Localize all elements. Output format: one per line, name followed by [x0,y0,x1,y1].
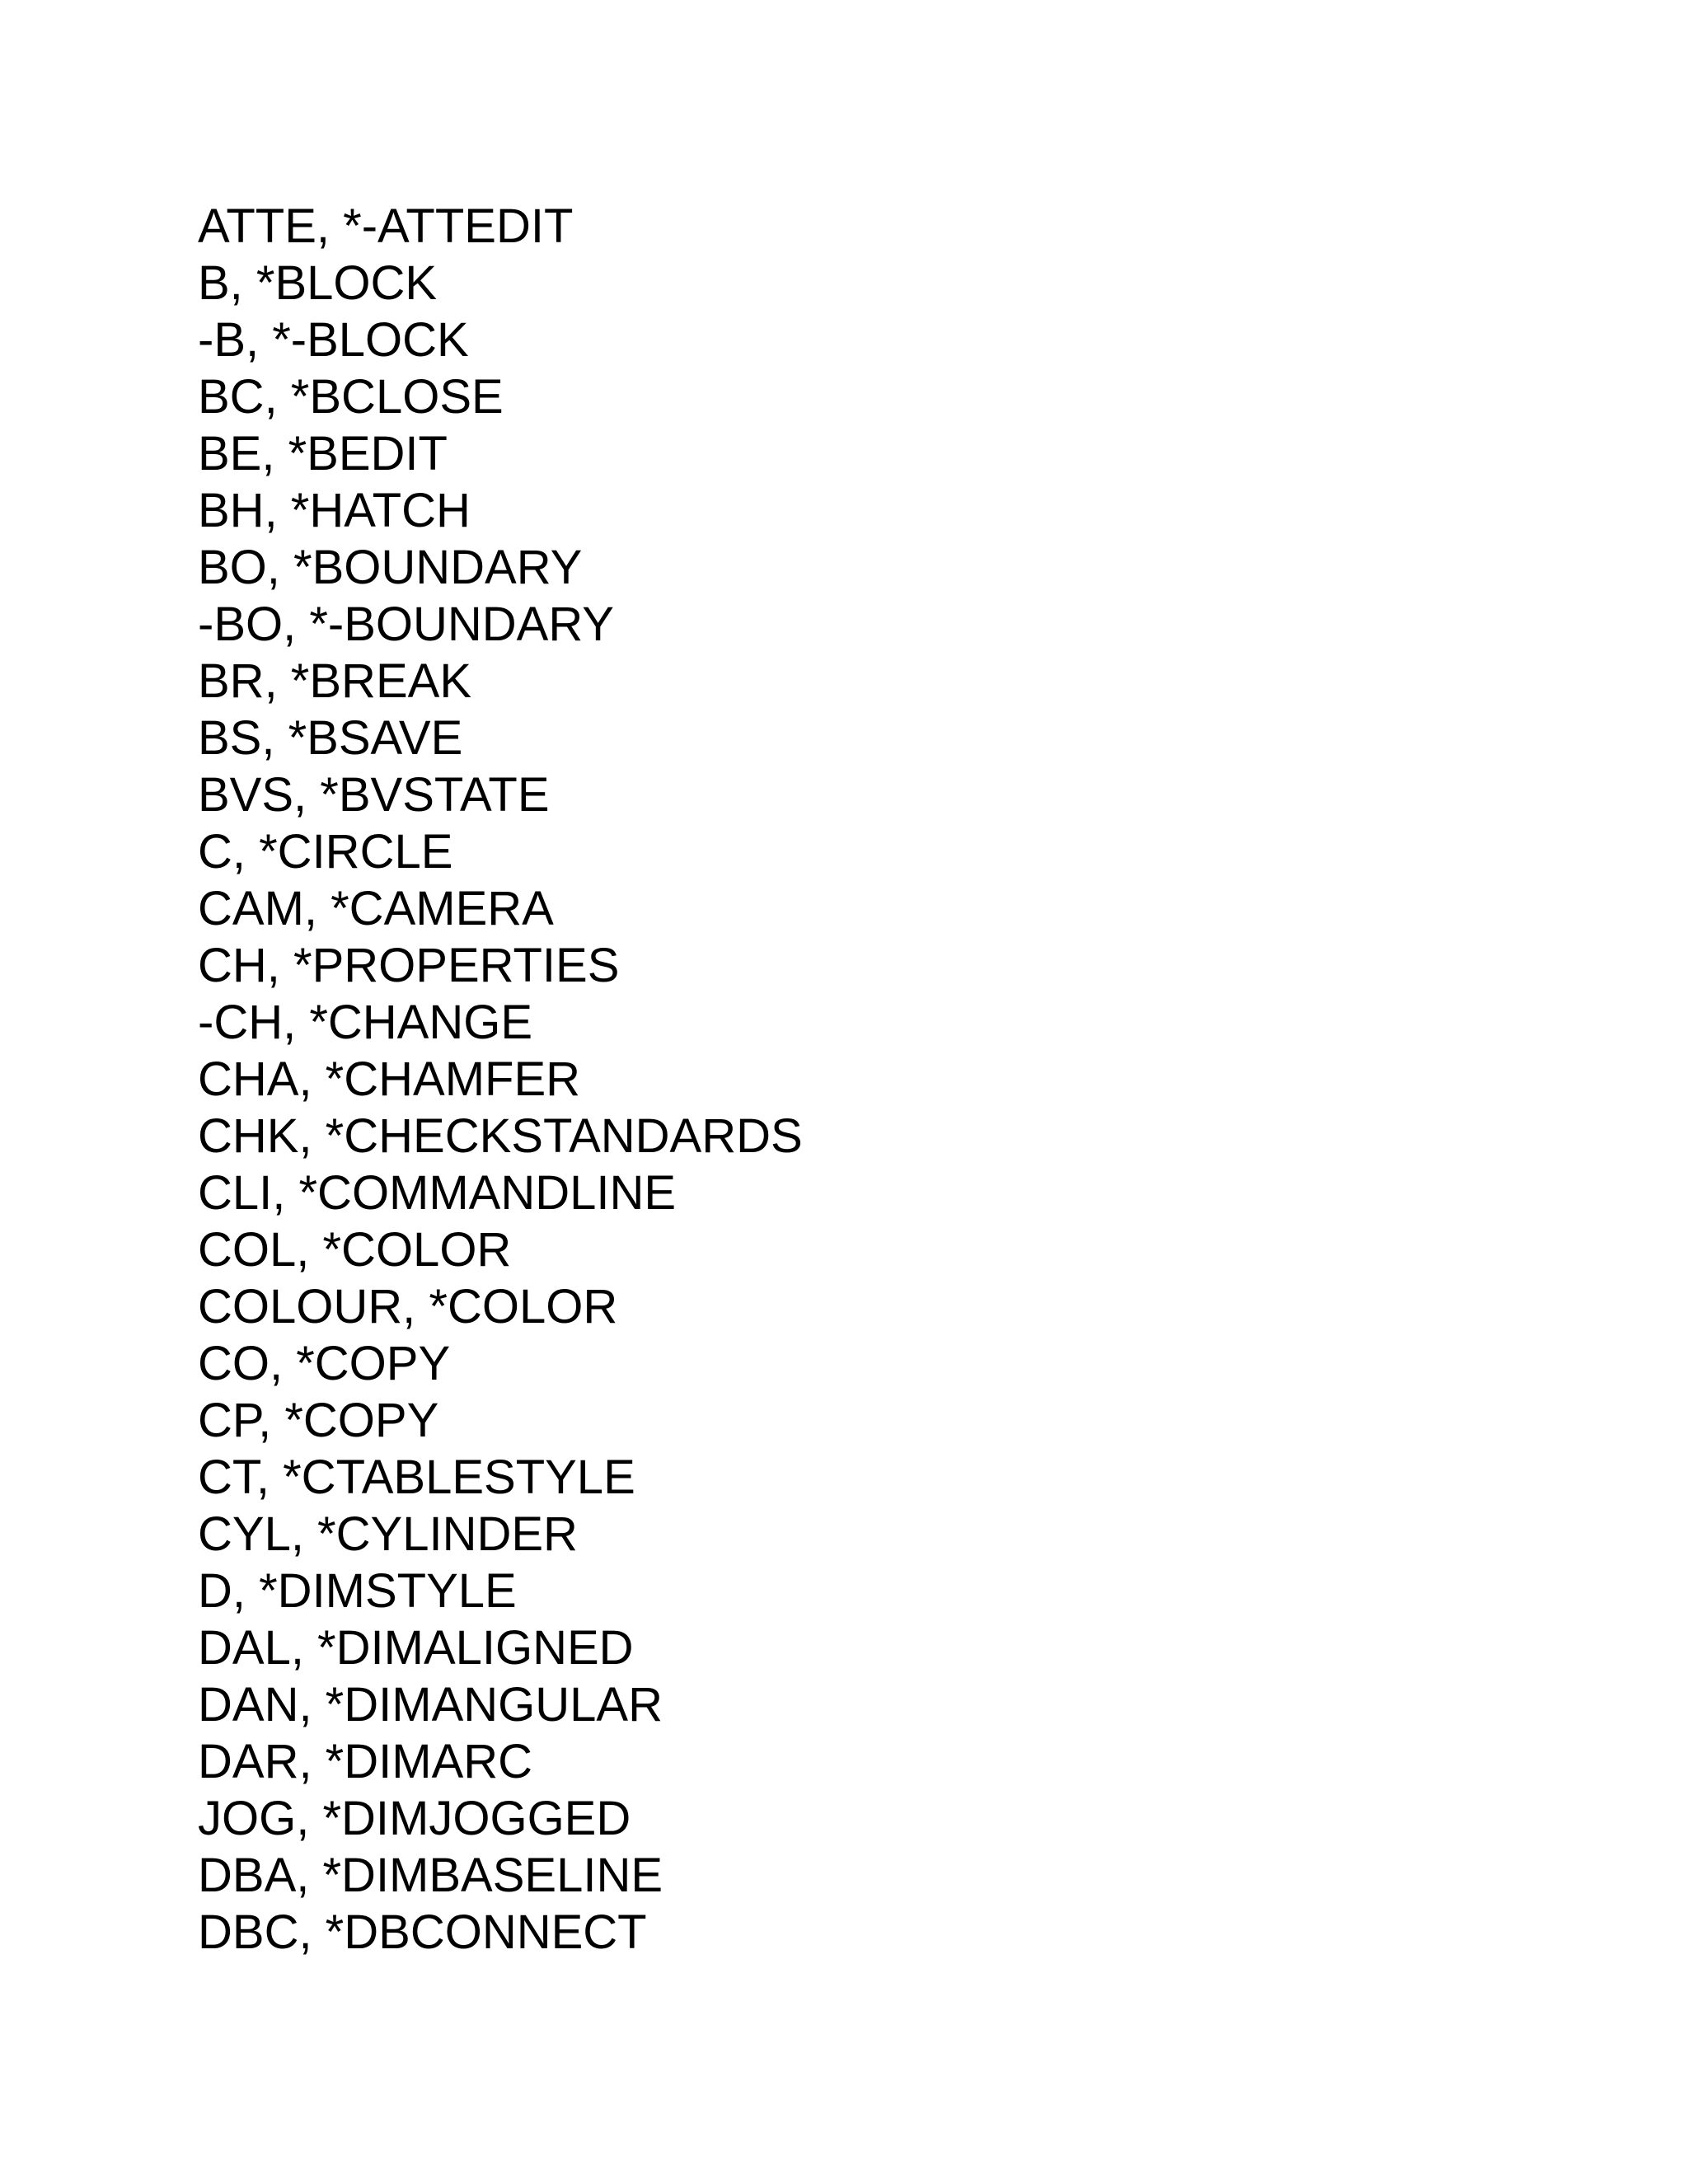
alias-line: CYL, *CYLINDER [198,1507,578,1561]
alias-line: -CH, *CHANGE [198,996,533,1049]
alias-line: COLOUR, *COLOR [198,1280,618,1333]
alias-line: D, *DIMSTYLE [198,1564,517,1618]
alias-line: BH, *HATCH [198,484,471,537]
alias-line: BO, *BOUNDARY [198,541,583,594]
alias-line: DAL, *DIMALIGNED [198,1621,634,1675]
alias-line: CAM, *CAMERA [198,882,554,935]
alias-line: BC, *BCLOSE [198,370,504,424]
alias-line: COL, *COLOR [198,1223,512,1277]
alias-line: JOG, *DIMJOGGED [198,1792,631,1845]
alias-line: -BO, *-BOUNDARY [198,598,614,651]
alias-line: CO, *COPY [198,1337,451,1390]
command-alias-list [198,198,803,1961]
alias-line: DAR, *DIMARC [198,1735,533,1788]
alias-line: -B, *-BLOCK [198,313,469,367]
alias-line: BVS, *BVSTATE [198,768,550,822]
alias-line: BS, *BSAVE [198,711,463,765]
alias-line: B, *BLOCK [198,256,438,310]
alias-line: BE, *BEDIT [198,427,448,480]
alias-line: DBA, *DIMBASELINE [198,1849,663,1902]
alias-line: DAN, *DIMANGULAR [198,1678,663,1732]
alias-line: CT, *CTABLESTYLE [198,1451,635,1504]
alias-line: C, *CIRCLE [198,825,453,879]
alias-line: CP, *COPY [198,1394,439,1447]
alias-line: BR, *BREAK [198,654,471,708]
alias-line: CHA, *CHAMFER [198,1052,581,1106]
alias-line: CLI, *COMMANDLINE [198,1166,677,1220]
alias-line: CHK, *CHECKSTANDARDS [198,1109,803,1163]
alias-line: DBC, *DBCONNECT [198,1905,647,1959]
alias-line: ATTE, *-ATTEDIT [198,199,574,253]
alias-line: CH, *PROPERTIES [198,939,620,992]
